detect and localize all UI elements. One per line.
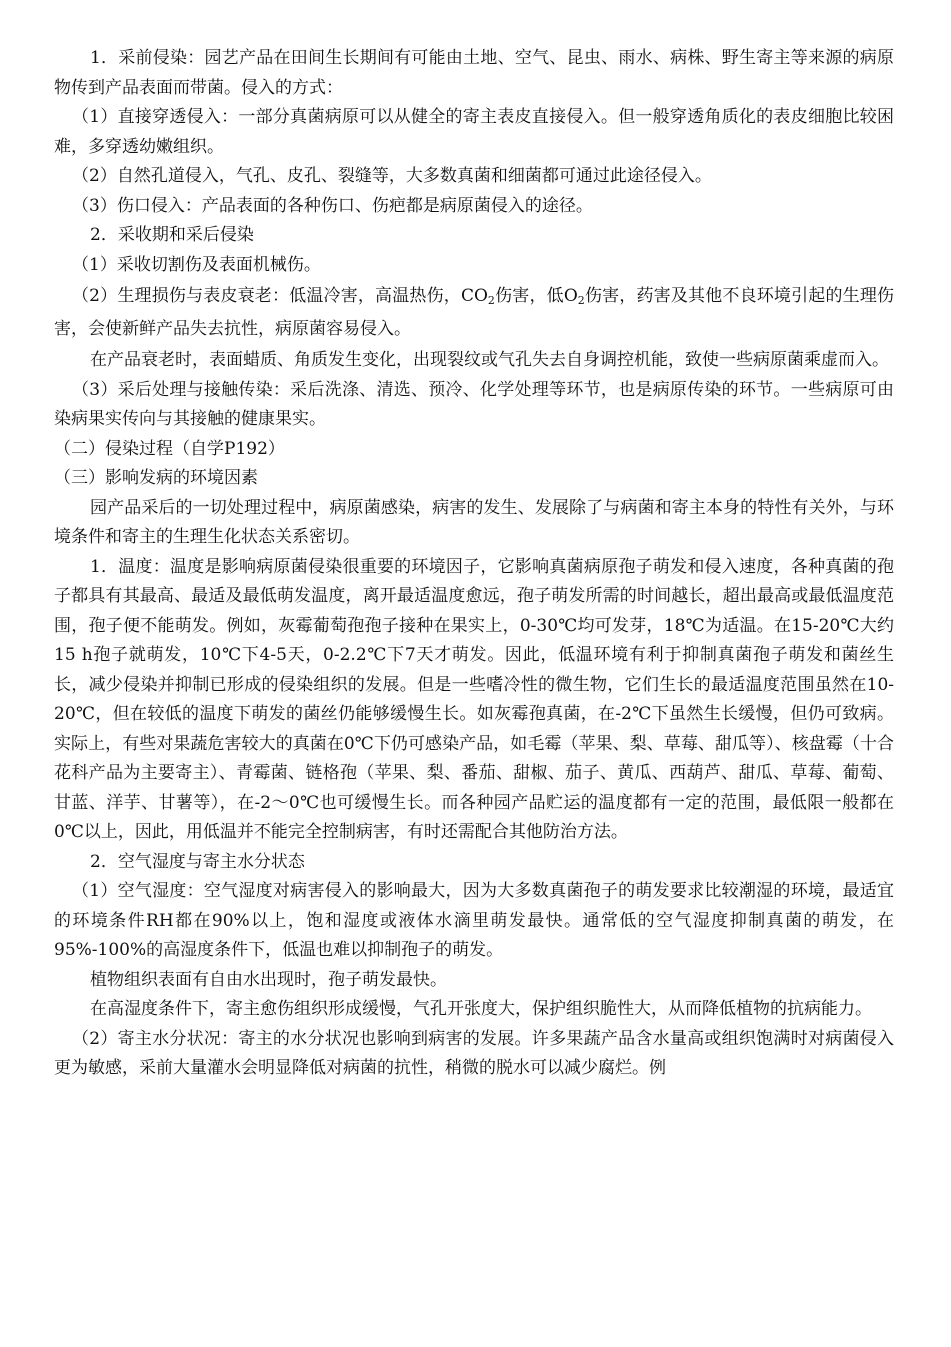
section-heading: （二）侵染过程（自学P192） (54, 438, 285, 459)
text-run: （2）生理损伤与表皮衰老：低温冷害，高温热伤，CO (72, 286, 488, 306)
document-body (54, 44, 894, 1084)
paragraph: （1）空气湿度：空气湿度对病害侵入的影响最大，因为大多数真菌孢子的萌发要求比较潮湿的环境，最适宜的环境条件RH都在90%以上，饱和湿度或液体水滴里萌发最快。通常低的空气湿度抑制真菌的萌发，在95%-100%的高湿度条件下，低温也难以抑制孢子的萌发。 (54, 881, 894, 960)
section-heading: 2．空气湿度与寄主水分状态 (90, 851, 305, 872)
paragraph: （2）寄主水分状况：寄主的水分状况也影响到病害的发展。许多果蔬产品含水量高或组织饱满时对病菌侵入更为敏感，采前大量灌水会明显降低对病菌的抗性，稍微的脱水可以减少腐烂。例 (54, 1028, 894, 1078)
paragraph: （1）采收切割伤及表面机械伤。 (72, 254, 321, 275)
text-run: 伤害，药害及其他不良环境引起的生理伤害，会使新鲜产品失去抗性，病原菌容易侵入。 (54, 286, 895, 339)
paragraph: 在产品衰老时，表面蜡质、角质发生变化，出现裂纹或气孔失去自身调控机能，致使一些病原菌乘虚而入。 (90, 350, 889, 370)
subscript: 2 (577, 294, 585, 307)
paragraph-with-subscripts (54, 280, 894, 346)
paragraph: （3）伤口侵入：产品表面的各种伤口、伤疤都是病原菌侵入的途径。 (72, 195, 593, 216)
paragraph: 植物组织表面有自由水出现时，孢子萌发最快。 (90, 969, 447, 990)
paragraph: （2）自然孔道侵入，气孔、皮孔、裂缝等，大多数真菌和细菌都可通过此途径侵入。 (72, 166, 712, 186)
paragraph: 1．温度：温度是影响病原菌侵染很重要的环境因子，它影响真菌病原孢子萌发和侵入速度，各种真菌的孢子都具有其最高、最适及最低萌发温度，离开最适温度愈远，孢子萌发所需的时间越长，超出最高或最低温度范围，孢子便不能萌发。例如，灰霉葡萄孢孢子接种在果实上，0-30℃均可发芽，18℃为适温。在15-20℃大约15 h孢子就萌发，10℃下4-5天，0-2.2℃下7天才萌发。因此，低温环境有利于抑制真菌孢子萌发和菌丝生长，减少侵染并抑制已形成的侵染组织的发展。但是一些嗜冷性的微生物，它们生长的最适温度范围虽然在10-20℃，但在较低的温度下萌发的菌丝仍能够缓慢生长。如灰霉孢真菌，在-2℃下虽然生长缓慢，但仍可致病。实际上，有些对果蔬危害较大的真菌在0℃下仍可感染产品，如毛霉（苹果、梨、草莓、甜瓜等）、核盘霉（十合花科产品为主要寄主）、青霉菌、链格孢（苹果、梨、番茄、甜椒、茄子、黄瓜、西葫芦、甜瓜、草莓、葡萄、甘蓝、洋芋、甘薯等），在-2～0℃也可缓慢生长。而各种园产品贮运的温度都有一定的范围，最低限一般都在0℃以上，因此，用低温并不能完全控制病害，有时还需配合其他防治方法。 (54, 556, 894, 842)
subscript: 2 (487, 294, 495, 307)
section-heading: 2．采收期和采后侵染 (90, 225, 254, 245)
paragraph: （3）采后处理与接触传染：采后洗涤、清选、预冷、化学处理等环节，也是病原传染的环节。一些病原可由染病果实传向与其接触的健康果实。 (54, 379, 894, 429)
paragraph: 园产品采后的一切处理过程中，病原菌感染，病害的发生、发展除了与病菌和寄主本身的特性有关外，与环境条件和寄主的生理生化状态关系密切。 (54, 497, 894, 547)
paragraph: 1．采前侵染：园艺产品在田间生长期间有可能由土地、空气、昆虫、雨水、病株、野生寄主等来源的病原物传到产品表面而带菌。侵入的方式： (54, 48, 894, 98)
paragraph: （1）直接穿透侵入：一部分真菌病原可以从健全的寄主表皮直接侵入。但一般穿透角质化的表皮细胞比较困难，多穿透幼嫩组织。 (54, 107, 894, 157)
text-run: 伤害，低O (494, 286, 578, 306)
section-heading: （三）影响发病的环境因素 (54, 468, 258, 488)
paragraph: 在高湿度条件下，寄主愈伤组织形成缓慢，气孔开张度大，保护组织脆性大，从而降低植物的抗病能力。 (90, 999, 872, 1019)
